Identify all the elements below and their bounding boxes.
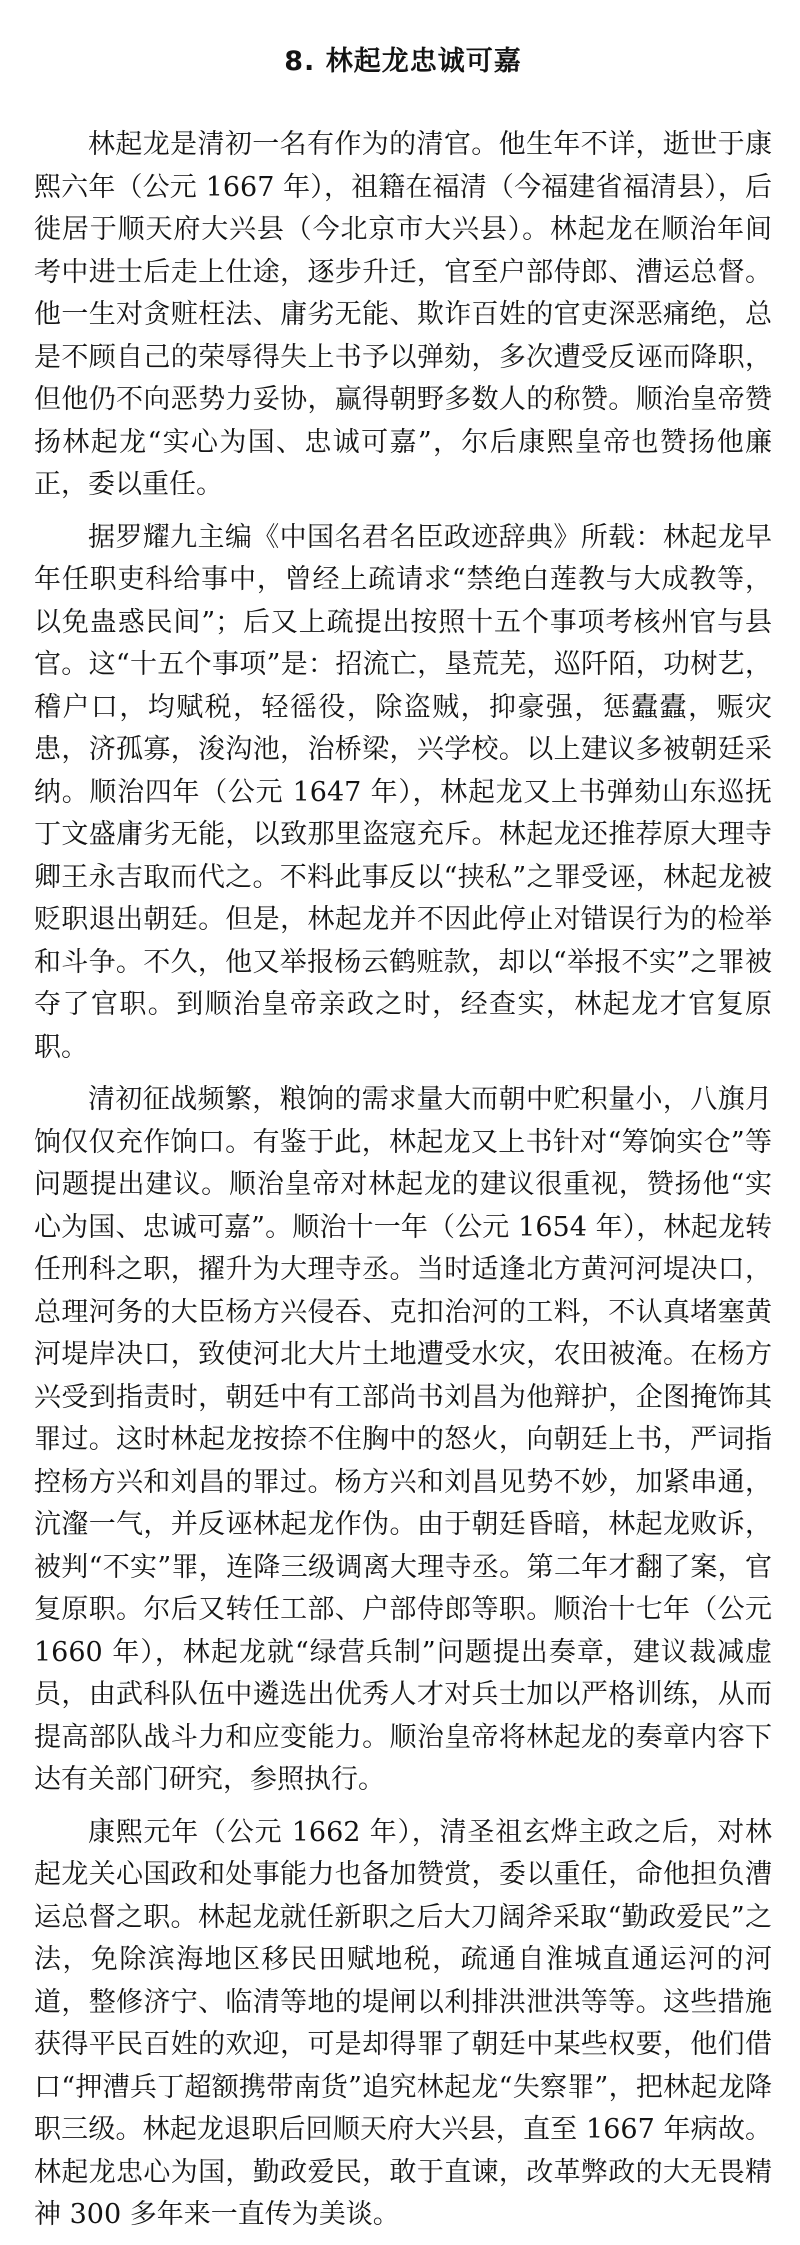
paragraph-shunzhi-era: 清初征战频繁，粮饷的需求量大而朝中贮积量小，八旗月饷仅仅充作饷口。有鉴于此，林起龙又上书针对“筹饷实仓”等问题提出建议。顺治皇帝对林起龙的建议很重视，赞扬他“实心为国、忠诚可嘉”。顺治十一年（公元 1654 年），林起龙转任刑科之职，擢升为大理寺丞。当时适逢北方黄河河堤决口，总理河务的大臣杨方兴侵吞、克扣治河的工料，不认真堵塞黄河堤岸决口，致使河北大片土地遭受水灾，农田被淹。在杨方兴受到指责时，朝廷中有工部尚书刘昌为他辩护，企图掩饰其罪过。这时林起龙按捺不住胸中的怒火，向朝廷上书，严词指控杨方兴和刘昌的罪过。杨方兴和刘昌见势不妙，加紧串通，沆瀣一气，并反诬林起龙作伪。由于朝廷昏暗，林起龙败诉，被判“不实”罪，连降三级调离大理寺丞。第二年才翻了案，官复原职。尔后又转任工部、户部侍郎等职。顺治十七年（公元 1660 年），林起龙就“绿营兵制”问题提出奏章，建议裁减虚员，由武科队伍中遴选出优秀人才对兵士加以严格训练，从而提高部队战斗力和应变能力。顺治皇帝将林起龙的奏章内容下达有关部门研究，参照执行。 (34, 1084, 772, 1795)
paragraph-early-career: 据罗耀九主编《中国名君名臣政迹辞典》所载：林起龙早年任职吏科给事中，曾经上疏请求“禁绝白莲教与大成教等，以免蛊惑民间”；后又上疏提出按照十五个事项考核州官与县官。这“十五个事项”是：招流亡，垦荒芜，巡阡陌，功树艺，稽户口，均赋税，轻徭役，除盗贼，抑豪强，惩蠹蠹，赈灾患，济孤寡，浚沟池，治桥梁，兴学校。以上建议多被朝廷采纳。顺治四年（公元 1647 年），林起龙又上书弹劾山东巡抚丁文盛庸劣无能，以致那里盗寇充斥。林起龙还推荐原大理寺卿王永吉取而代之。不料此事反以“挟私”之罪受诬，林起龙被贬职退出朝廷。但是，林起龙并不因此停止对错误行为的检举和斗争。不久，他又举报杨云鹤赃款，却以“举报不实”之罪被夺了官职。到顺治皇帝亲政之时，经查实，林起龙才官复原职。 (34, 521, 772, 1063)
paragraph-intro: 林起龙是清初一名有作为的清官。他生年不详，逝世于康熙六年（公元 1667 年），祖籍在福清（今福建省福清县），后徙居于顺天府大兴县（今北京市大兴县）。林起龙在顺治年间考中进士后走上仕途，逐步升迁，官至户部侍郎、漕运总督。他一生对贪赃枉法、庸劣无能、欺诈百姓的官吏深恶痛绝，总是不顾自己的荣辱得失上书予以弹劾，多次遭受反诬而降职，但他仍不向恶势力妥协，赢得朝野多数人的称赞。顺治皇帝赞扬林起龙“实心为国、忠诚可嘉”，尔后康熙皇帝也赞扬他廉正，委以重任。 (34, 129, 772, 500)
paragraph-kangxi-era: 康熙元年（公元 1662 年），清圣祖玄烨主政之后，对林起龙关心国政和处事能力也备加赞赏，委以重任，命他担负漕运总督之职。林起龙就任新职之后大刀阔斧采取“勤政爱民”之法，免除滨海地区移民田赋地税，疏通自淮城直通运河的河道，整修济宁、临清等地的堤闸以利排洪泄洪等等。这些措施获得平民百姓的欢迎，可是却得罪了朝廷中某些权要，他们借口“押漕兵丁超额携带南货”追究林起龙“失察罪”，把林起龙降职三级。林起龙退职后回顺天府大兴县，直至 1667 年病故。林起龙忠心为国，勤政爱民，敢于直谏，改革弊政的大无畏精神 300 多年来一直传为美谈。 (34, 1816, 772, 2230)
article-title: 8. 林起龙忠诚可嘉 (284, 46, 522, 77)
